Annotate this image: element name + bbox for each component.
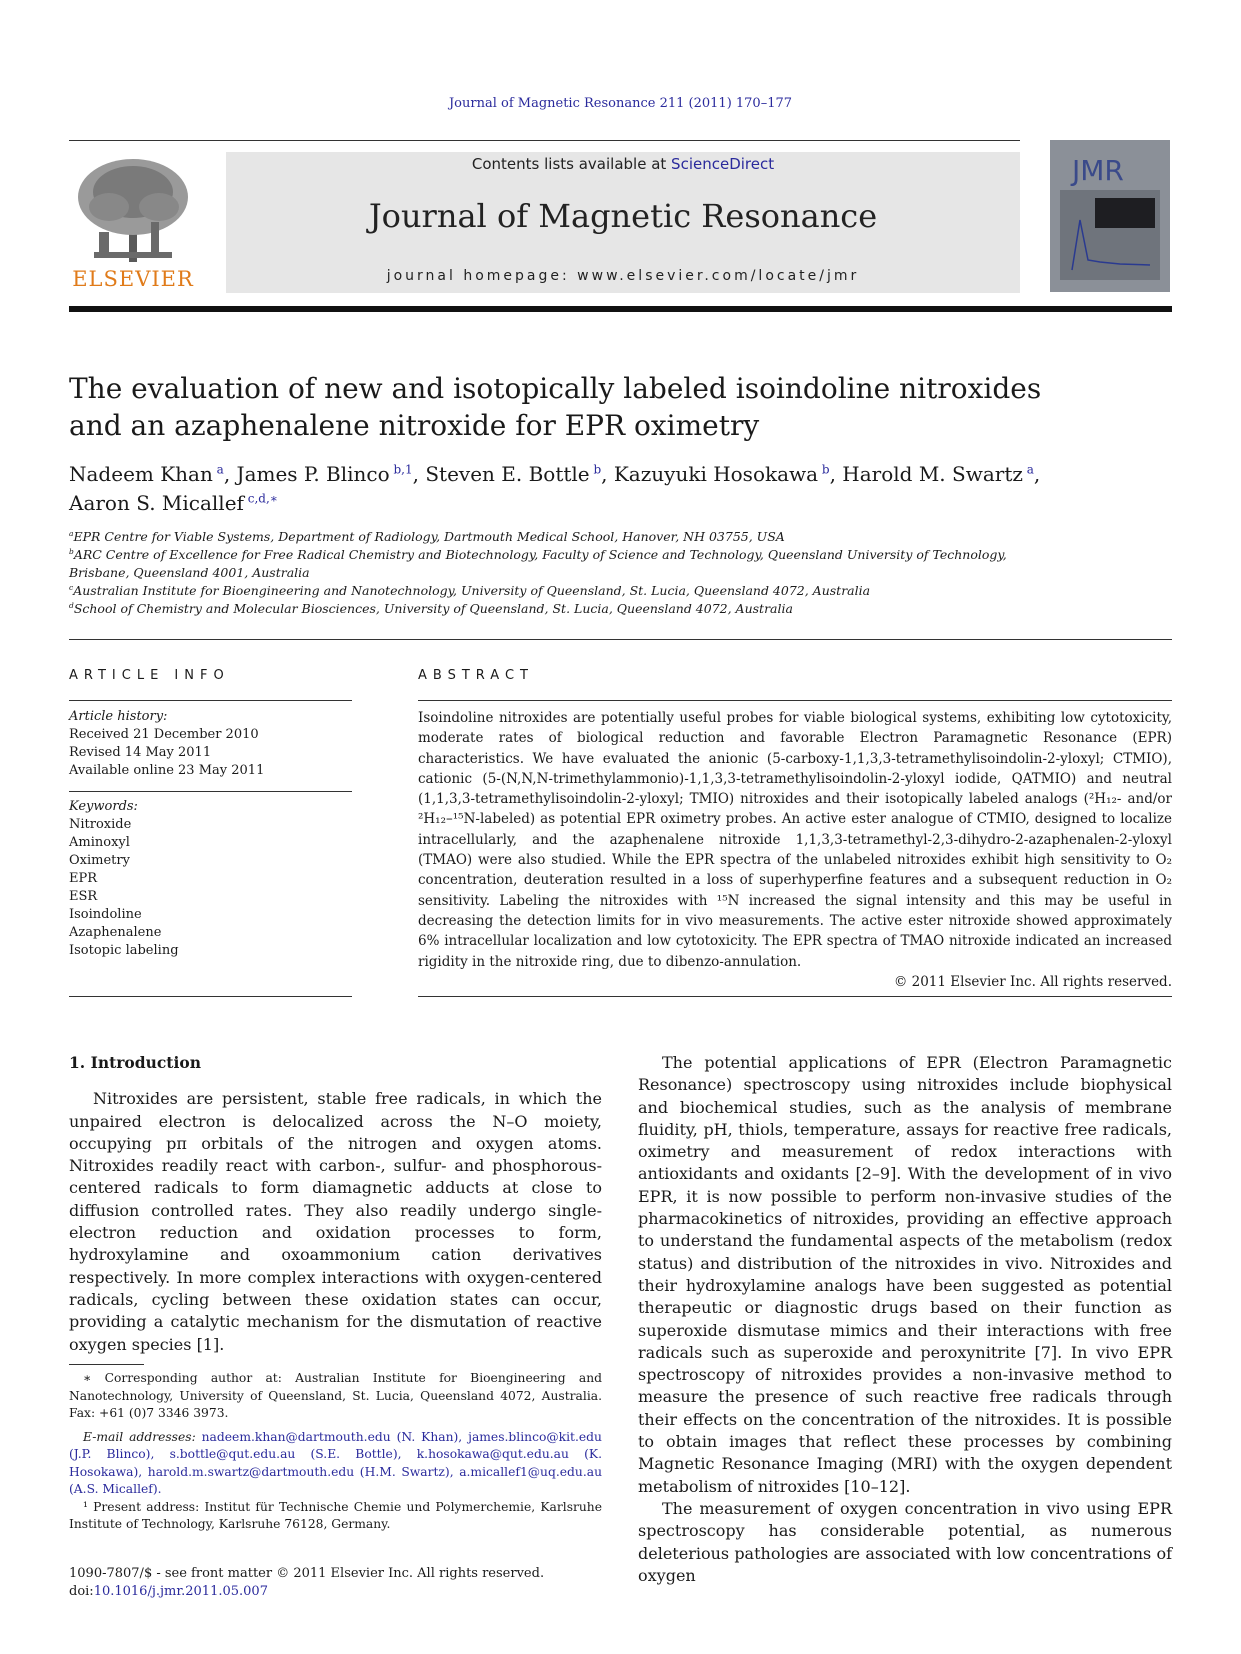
article-history	[69, 726, 352, 780]
header-thick-rule	[69, 306, 1172, 312]
author-separator: ,	[1033, 462, 1041, 486]
journal-title: Journal of Magnetic Resonance	[368, 197, 878, 235]
keyword: Isoindoline	[69, 907, 142, 922]
issn-line: 1090-7807/$ - see front matter © 2011 Elsevier Inc. All rights reserved.	[69, 1566, 545, 1581]
author-name: Kazuyuki Hosokawa	[613, 462, 819, 486]
journal-homepage[interactable]: journal homepage: www.elsevier.com/locate/jmr	[386, 268, 860, 284]
intro-paragraph-3: The measurement of oxygen concentration in vivo using EPR spectroscopy has considerable potential, as numerous deleterious pathologies are associated with low concentrations of oxygen	[638, 1498, 1172, 1585]
keyword: Aminoxyl	[69, 835, 130, 850]
email-addresses[interactable]: nadeem.khan@dartmouth.edu (N. Khan), james.blinco@kit.edu (J.P. Blinco), s.bottle@qut.edu.au (S.E. Bottle), k.hosokawa@qut.edu.au (K. Hosokawa), harold.m.swartz@dartmouth.edu (H.M. Swartz), a.micallef1@uq.edu.au (A.S. Micallef).	[69, 1429, 602, 1496]
abstract-rule-bottom	[418, 996, 1172, 997]
author-name: Harold M. Swartz	[842, 462, 1023, 486]
affiliation	[69, 564, 1169, 582]
email-note	[69, 1429, 602, 1499]
affiliation-mark: d	[69, 600, 74, 610]
author-affiliation-mark[interactable]: b,1	[389, 462, 413, 477]
footnotes	[69, 1370, 602, 1534]
author-name: Nadeem Khan	[69, 462, 213, 486]
keyword: Nitroxide	[69, 817, 132, 832]
body-left-column	[69, 1052, 602, 1356]
keyword: ESR	[69, 889, 98, 904]
affiliation-text: ARC Centre of Excellence for Free Radical Chemistry and Biotechnology, Faculty of Science and Technology, Queensland University of Technology,	[73, 547, 1007, 562]
header-rule	[69, 140, 1020, 141]
keyword: Oximetry	[69, 853, 130, 868]
abstract-text: Isoindoline nitroxides are potentially useful probes for viable biological systems, exhibiting low cytotoxicity, moderate rates of biological reduction and favorable Electron Paramagnetic Resonance (EPR) characteristics. We have evaluated the anionic (5-carboxy-1,1,3,3-tetramethylisoindolin-2-yloxyl; CTMIO), cationic (5-(N,N,N-trimethylammonio)-1,1,3,3-tetramethylisoindolin-2-yloxyl iodide, QATMIO) and neutral (1,1,3,3-tetramethylisoindolin-2-yloxyl; TMIO) nitroxides and their isotopically labeled analogs (²H₁₂- and/or ²H₁₂–¹⁵N-labeled) as potential EPR oximetry probes. An active ester analogue of CTMIO, designed to localize intracellularly, and the azaphenalene nitroxide 1,1,3,3-tetramethyl-2,3-dihydro-2-azaphenalen-2-yloxyl (TMAO) were also studied. While the EPR spectra of the unlabeled nitroxides exhibit high sensitivity to O₂ concentration, deuteration resulted in a loss of superhyperfine features and a subsequent reduction in O₂ sensitivity. Labeling the nitroxides with ¹⁵N increased the signal intensity and this may be useful in decreasing the detection limits for in vivo measurements. The active ester nitroxide showed approximately 6% intracellular localization and low cytotoxicity. The EPR spectra of TMAO nitroxide indicated an increased rigidity in the nitroxide ring, due to dibenzo-annulation.	[418, 710, 1172, 970]
doi-label: doi:	[69, 1584, 94, 1599]
author-affiliation-mark[interactable]: a	[212, 462, 224, 477]
author-name: James P. Blinco	[236, 462, 390, 486]
history-entry: Received 21 December 2010	[69, 727, 259, 742]
section-heading-introduction: 1. Introduction	[69, 1053, 201, 1072]
affiliation-mark: c	[69, 582, 74, 592]
section-rule	[69, 639, 1172, 640]
author-name: Steven E. Bottle	[425, 462, 590, 486]
author-affiliation-mark[interactable]: a	[1022, 462, 1034, 477]
author-affiliation-mark[interactable]: c,d,∗	[243, 491, 278, 506]
affiliation-mark: b	[69, 546, 74, 556]
author-separator: ,	[601, 462, 614, 486]
contents-line	[226, 155, 1020, 173]
cover-title: JMR	[1072, 154, 1124, 187]
affiliation-text: School of Chemistry and Molecular Biosciences, University of Queensland, St. Lucia, Queensland 4072, Australia	[73, 601, 793, 616]
keyword: Azaphenalene	[69, 925, 162, 940]
body-right-column	[638, 1052, 1172, 1587]
copyright-notice: © 2011 Elsevier Inc. All rights reserved.	[893, 973, 1172, 990]
info-rule-3	[69, 996, 352, 997]
affiliation	[69, 600, 1169, 618]
affiliation	[69, 528, 1169, 546]
doi-line	[69, 1583, 544, 1601]
keywords-label: Keywords:	[69, 799, 138, 814]
keyword: Isotopic labeling	[69, 943, 179, 958]
doi-link[interactable]: 10.1016/j.jmr.2011.05.007	[93, 1584, 268, 1599]
author-affiliation-mark[interactable]: b	[818, 462, 830, 477]
journal-banner	[226, 152, 1020, 293]
keyword: EPR	[69, 871, 98, 886]
author-list	[69, 460, 1169, 518]
footnote-rule	[69, 1364, 144, 1365]
present-address-note: ¹ Present address: Institut für Technische Chemie und Polymerchemie, Karlsruhe Institute of Technology, Karlsruhe 76128, Germany.	[69, 1499, 602, 1531]
affiliation-list	[69, 528, 1169, 618]
author-affiliation-mark[interactable]: b	[589, 462, 602, 477]
affiliation-text: Australian Institute for Bioengineering and Nanotechnology, University of Queensland, St. Lucia, Queensland 4072, Australia	[73, 583, 871, 598]
sciencedirect-link[interactable]: ScienceDirect	[671, 155, 775, 173]
history-entry: Available online 23 May 2011	[69, 763, 265, 778]
intro-paragraph-1: Nitroxides are persistent, stable free radicals, in which the unpaired electron is delocalized across the N–O moiety, occupying pπ orbitals of the nitrogen and oxygen atoms. Nitroxides readily react with carbon-, sulfur- and phosphorous-centered radicals to form diamagnetic adducts at close to diffusion controlled rates. They also readily undergo single-electron reduction and oxidation processes to form, hydroxylamine and oxoammonium cation derivatives respectively. In more complex interactions with oxygen-centered radicals, cycling between these oxidation states can occur, providing a catalytic mechanism for the dismutation of reactive oxygen species [1].	[69, 1089, 602, 1354]
keyword-list	[69, 816, 352, 960]
info-rule-2	[69, 791, 352, 792]
elsevier-logo	[69, 152, 197, 294]
journal-reference[interactable]: Journal of Magnetic Resonance 211 (2011) 170–177	[448, 96, 793, 111]
article-info-heading: ARTICLE INFO	[69, 668, 230, 683]
affiliation	[69, 582, 1169, 600]
abstract	[418, 700, 1172, 992]
article-title	[69, 370, 1069, 444]
affiliation-text: Brisbane, Queensland 4001, Australia	[69, 565, 310, 580]
affiliation-text: EPR Centre for Viable Systems, Department of Radiology, Dartmouth Medical School, Hanover, NH 03755, USA	[73, 529, 785, 544]
article-info	[69, 700, 352, 960]
history-label: Article history:	[69, 709, 168, 724]
title-line-1: The evaluation of new and isotopically labeled isoindoline nitroxides	[69, 372, 1042, 405]
intro-paragraph-2: The potential applications of EPR (Electron Paramagnetic Resonance) spectroscopy using nitroxides include biophysical and biochemical studies, such as the analysis of membrane fluidity, pH, thiols, temperature, assays for reactive free radicals, oximetry and measurement of redox interactions with antioxidants and oxidants [2–9]. With the development of in vivo EPR, it is now possible to perform non-invasive studies of the pharmacokinetics of nitroxides, providing an effective approach to understand the fundamental aspects of the metabolism (redox status) and distribution of the nitroxides in vivo. Nitroxides and their hydroxylamine analogs have been suggested as potential therapeutic or diagnostic drugs based on their function as superoxide dismutase mimics and their interactions with free radicals such as superoxide and peroxynitrite [7]. In vivo EPR spectroscopy of nitroxides provides a non-invasive method to measure the presence of such reactive free radicals through their effects on the concentration of the nitroxides. It is possible to obtain images that reflect these processes by combining Magnetic Resonance Imaging (MRI) with the oxygen dependent metabolism of nitroxides [10–12].	[638, 1053, 1172, 1496]
author-separator: ,	[412, 462, 426, 486]
history-entry: Revised 14 May 2011	[69, 745, 212, 760]
title-line-2: and an azaphenalene nitroxide for EPR oximetry	[69, 409, 760, 442]
page-footer	[69, 1565, 544, 1601]
author-separator: ,	[223, 462, 237, 486]
elsevier-wordmark: ELSEVIER	[72, 267, 194, 291]
affiliation	[69, 546, 1169, 564]
contents-prefix: Contents lists available at	[471, 155, 672, 173]
author-separator: ,	[829, 462, 843, 486]
journal-cover	[1050, 140, 1170, 292]
affiliation-mark: a	[69, 528, 74, 538]
cover-figure	[1060, 190, 1160, 280]
corresponding-author-note: ∗ Corresponding author at: Australian Institute for Bioengineering and Nanotechnology, University of Queensland, St. Lucia, Queensland 4072, Australia. Fax: +61 (0)7 3346 3973.	[69, 1371, 602, 1420]
email-label: E-mail addresses:	[83, 1429, 196, 1444]
author-name: Aaron S. Micallef	[69, 491, 244, 515]
abstract-heading: ABSTRACT	[418, 668, 534, 683]
